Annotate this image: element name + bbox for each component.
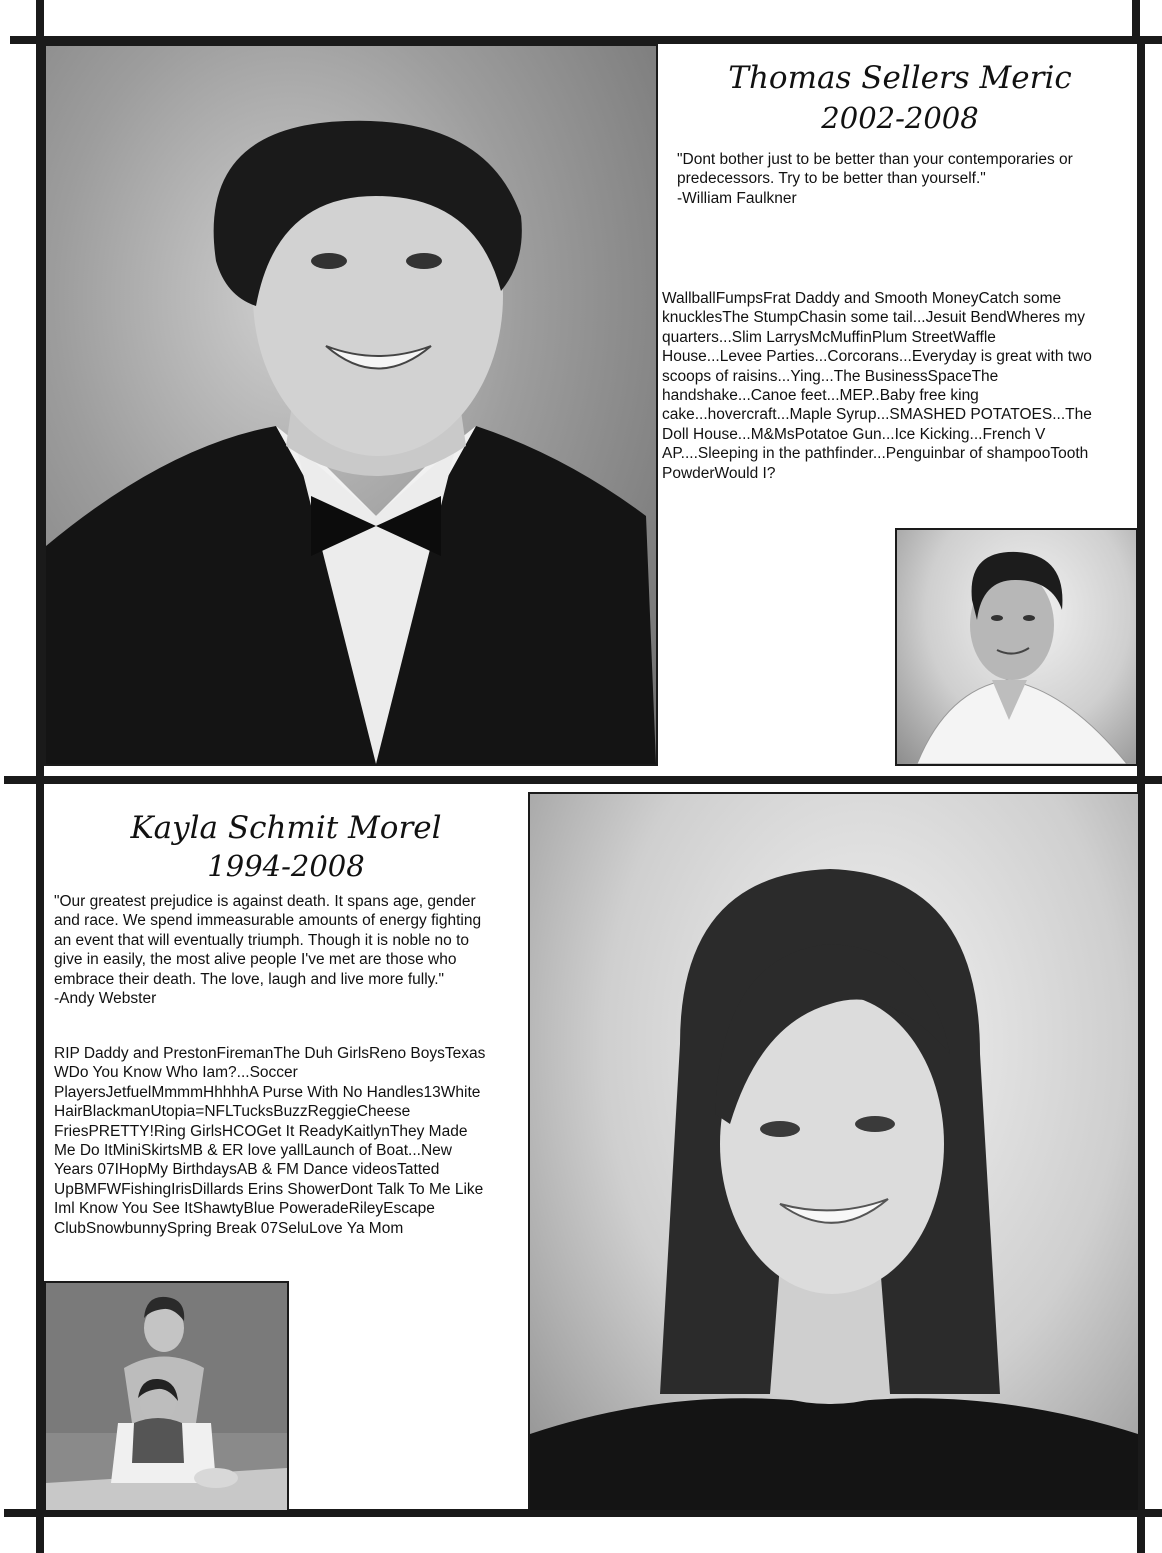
memory-line: Years 07IHopMy BirthdaysAB & FM Dance videosTatted <box>54 1161 440 1179</box>
profile1-name: Thomas Sellers Meric <box>728 60 1072 96</box>
left-upper-vertical-rule <box>36 40 44 780</box>
memory-line: RIP Daddy and PrestonFiremanThe Duh GirlsReno BoysTexas <box>54 1045 486 1062</box>
portrait-female-illustration <box>530 794 1138 1510</box>
profile1-years: 2002-2008 <box>821 101 979 135</box>
right-upper-vertical-rule <box>1137 40 1145 780</box>
memory-line: HairBlackmanUtopia=NFLTucksBuzzReggieCheese <box>54 1103 411 1121</box>
top-horizontal-rule <box>10 36 1162 44</box>
quote-line: -William Faulkner <box>677 189 797 207</box>
candid-photo-family <box>44 1281 289 1512</box>
left-lower-vertical-rule <box>36 780 44 1553</box>
memory-line: FriesPRETTY!Ring GirlsHCOGet It ReadyKaitlynThey Made <box>54 1122 468 1140</box>
quote-line: -Andy Webster <box>54 990 157 1008</box>
profile2-quote <box>54 892 526 1008</box>
memory-line: Iml Know You See ItShawtyBlue PoweradeRileyEscape <box>54 1200 435 1218</box>
memory-line: quarters...Slim LarrysMcMuffinPlum StreetWaffle <box>662 328 996 346</box>
memory-line: ClubSnowbunnySpring Break 07SeluLove Ya Mom <box>54 1219 404 1237</box>
memory-line: House...Levee Parties...Corcorans...Everyday is great with two <box>662 348 1092 366</box>
candid-family-illustration <box>46 1283 287 1510</box>
quote-line: "Our greatest prejudice is against death. It spans age, gender <box>54 893 476 910</box>
portrait-photo-female <box>528 792 1140 1512</box>
portrait-photo-male <box>44 44 658 766</box>
candid-male-illustration <box>897 530 1136 764</box>
memory-line: handshake...Canoe feet...MEP..Baby free king <box>662 387 979 405</box>
memory-line: UpBMFWFishingIrisDillards Erins ShowerDont Talk To Me Like <box>54 1180 484 1198</box>
memory-line: scoops of raisins...Ying...The BusinessSpaceThe <box>662 367 999 385</box>
candid-photo-male <box>895 528 1138 766</box>
profile2-years: 1994-2008 <box>207 849 365 883</box>
profile1-quote <box>677 150 1127 208</box>
memory-line: PlayersJetfuelMmmmHhhhhA Purse With No Handles13White <box>54 1083 481 1101</box>
quote-line: an event that will eventually triumph. Though it is noble no to <box>54 931 470 949</box>
memory-line: cake...hovercraft...Maple Syrup...SMASHED POTATOES...The <box>662 406 1092 424</box>
memory-line: AP....Sleeping in the pathfinder...Penguinbar of shampooTooth <box>662 445 1089 463</box>
memory-line: WallballFumpsFrat Daddy and Smooth MoneyCatch some <box>662 290 1062 307</box>
top-left-vertical-rule <box>36 0 44 40</box>
quote-line: embrace their death. The love, laugh and live more fully." <box>54 970 445 988</box>
profile1-memories <box>662 289 1134 483</box>
memory-line: WDo You Know Who Iam?...Soccer <box>54 1064 298 1082</box>
middle-horizontal-rule <box>4 776 1162 784</box>
memory-line: PowderWould I? <box>662 464 776 482</box>
memory-line: knucklesThe StumpChasin some tail...Jesuit BendWheres my <box>662 309 1085 327</box>
profile2-memories <box>54 1044 528 1238</box>
quote-line: give in easily, the most alive people I've met are those who <box>54 951 457 969</box>
quote-line: "Dont bother just to be better than your contemporaries or <box>677 151 1073 168</box>
memory-line: Doll House...M&MsPotatoe Gun...Ice Kicking...French V <box>662 425 1046 443</box>
profile2-name: Kayla Schmit Morel <box>130 810 442 846</box>
quote-line: predecessors. Try to be better than yourself." <box>677 170 986 188</box>
portrait-male-illustration <box>46 46 656 764</box>
top-right-vertical-rule <box>1132 0 1140 40</box>
quote-line: and race. We spend immeasurable amounts of energy fighting <box>54 912 482 930</box>
memory-line: Me Do ItMiniSkirtsMB & ER love yallLaunch of Boat...New <box>54 1142 452 1160</box>
